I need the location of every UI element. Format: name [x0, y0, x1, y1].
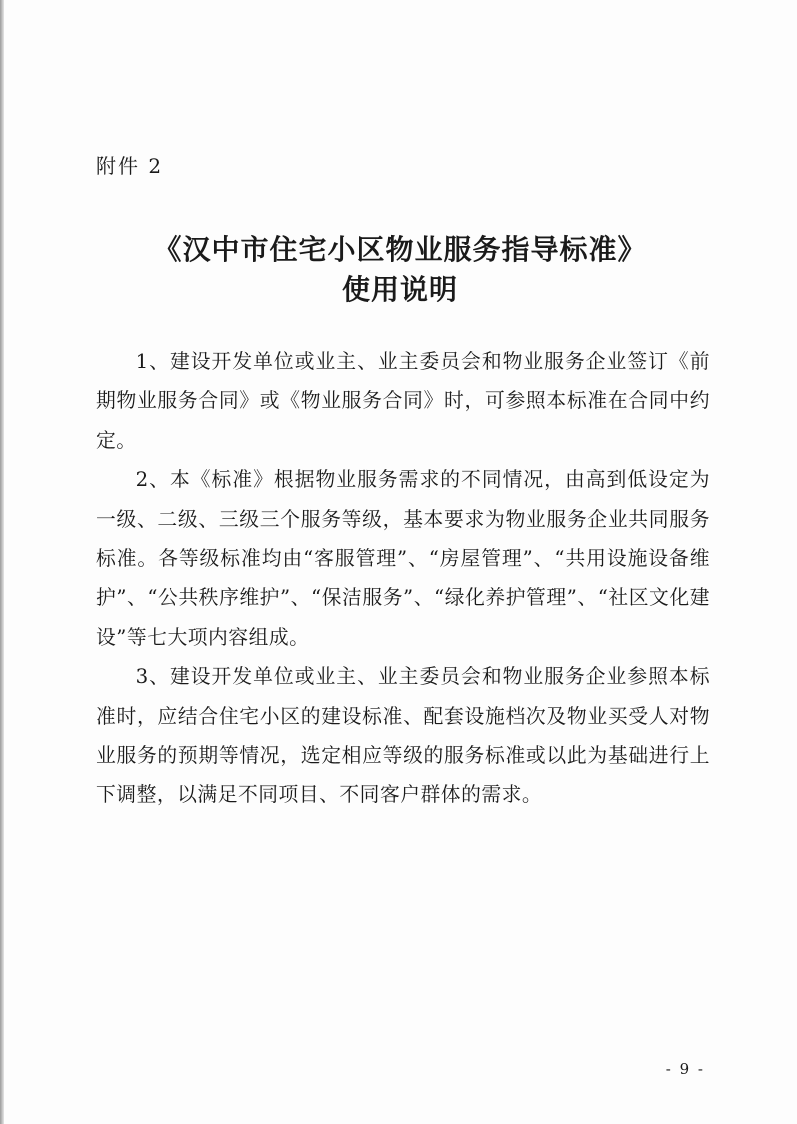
- paragraph-1: 1、建设开发单位或业主、业主委员会和物业服务企业签订《前期物业服务合同》或《物业服务合同》时，可参照本标准在合同中约定。: [96, 350, 710, 452]
- document-body: [96, 342, 710, 815]
- paragraph-2: 2、本《标准》根据物业服务需求的不同情况，由高到低设定为一级、二级、三级三个服务等级，基本要求为物业服务企业共同服务标准。各等级标准均由“客服管理”、“房屋管理”、“共用设施设备维护”、“公共秩序维护”、“保洁服务”、“绿化养护管理”、“社区文化建设”等七大项内容组成。: [96, 468, 710, 649]
- paragraph-3: 3、建设开发单位或业主、业主委员会和物业服务企业参照本标准时，应结合住宅小区的建设标准、配套设施档次及物业买受人对物业服务的预期等情况，选定相应等级的服务标准或以此为基础进行上下调整，以满足不同项目、不同客户群体的需求。: [96, 665, 710, 807]
- document-subtitle: 使用说明: [341, 273, 458, 306]
- document-title: 《汉中市住宅小区物业服务指导标准》: [153, 233, 647, 266]
- scan-edge: [0, 0, 4, 1124]
- attachment-label: 附件 2: [96, 154, 164, 178]
- page-number: - 9 -: [665, 1060, 705, 1078]
